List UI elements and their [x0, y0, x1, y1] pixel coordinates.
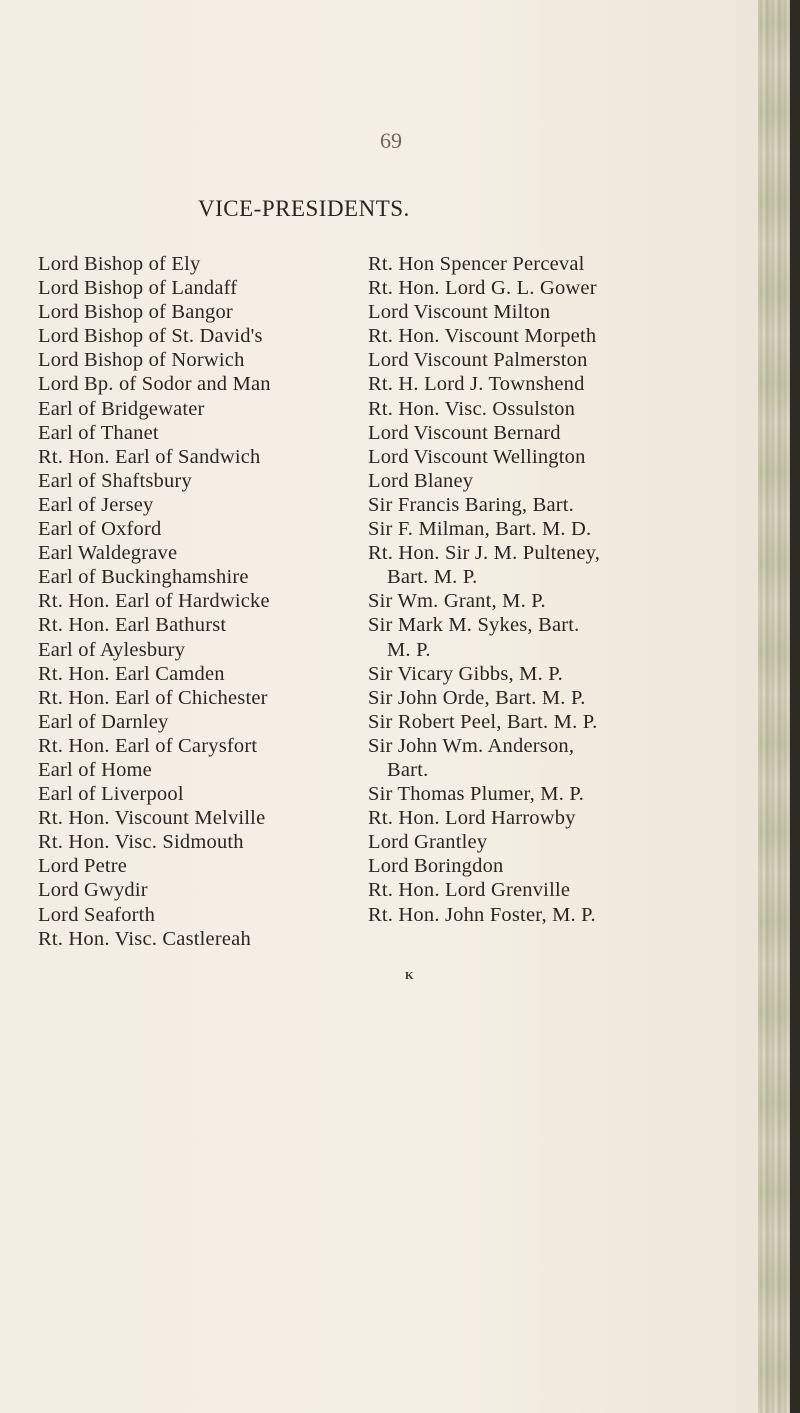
vice-president-entry: Earl of Thanet [38, 421, 159, 444]
vice-president-entry: Lord Bishop of Bangor [38, 301, 233, 324]
vice-president-entry: Earl of Darnley [38, 710, 169, 733]
vice-president-entry: Earl of Aylesbury [38, 638, 186, 661]
signature-mark: K [405, 970, 414, 982]
vice-president-entry: Lord Blaney [368, 469, 474, 492]
vice-president-entry: Rt. H. Lord J. Townshend [368, 373, 585, 396]
vice-president-entry: Lord Bishop of Ely [38, 253, 201, 275]
page-heading: VICE-PRESIDENTS. [198, 196, 410, 221]
vice-president-entry: Earl of Jersey [38, 493, 154, 516]
vice-president-entry: Lord Viscount Bernard [368, 421, 561, 444]
vice-president-entry: Rt. Hon. Sir J. M. Pulteney, [368, 542, 601, 565]
vice-president-entry: Sir Francis Baring, Bart. [368, 493, 574, 516]
left-column [38, 252, 348, 951]
vice-president-entry: Lord Gwydir [38, 879, 148, 902]
page-number: 69 [380, 128, 402, 153]
vice-president-entry: Rt. Hon. Lord G. L. Gower [368, 277, 597, 300]
vice-president-entry: Rt. Hon Spencer Perceval [368, 253, 585, 275]
vice-president-entry: Sir Vicary Gibbs, M. P. [368, 662, 563, 685]
vice-president-entry: Rt. Hon. Earl of Carysfort [38, 734, 258, 757]
right-column [368, 252, 708, 927]
vice-president-entry: Earl of Liverpool [38, 783, 184, 806]
vice-president-entry: Bart. [387, 758, 429, 781]
vice-president-entry: Sir John Orde, Bart. M. P. [368, 686, 586, 709]
vice-president-entry: Sir Wm. Grant, M. P. [368, 590, 546, 613]
vice-president-entry: Earl of Shaftsbury [38, 469, 192, 492]
binding-shadow [790, 0, 800, 1413]
vice-president-entry: Rt. Hon. Visc. Castlereah [38, 927, 251, 950]
vice-president-entry: Lord Boringdon [368, 855, 504, 878]
vice-president-entry: Rt. Hon. Viscount Morpeth [368, 325, 597, 348]
vice-president-entry: Rt. Hon. Visc. Ossulston [368, 397, 576, 420]
vice-president-entry: Rt. Hon. John Foster, M. P. [368, 903, 596, 926]
vice-president-entry: Rt. Hon. Earl of Hardwicke [38, 590, 270, 613]
vice-president-entry: Rt. Hon. Viscount Melville [38, 807, 266, 830]
vice-president-entry: Earl of Home [38, 758, 152, 781]
vice-president-entry: Sir Robert Peel, Bart. M. P. [368, 710, 598, 733]
vice-president-entry: M. P. [387, 638, 431, 661]
vice-president-entry: Lord Bp. of Sodor and Man [38, 373, 271, 396]
vice-president-entry: Sir Mark M. Sykes, Bart. [368, 614, 580, 637]
vice-president-entry: Earl of Buckinghamshire [38, 566, 249, 589]
vice-president-entry: Earl of Bridgewater [38, 397, 205, 420]
vice-president-entry: Lord Viscount Milton [368, 301, 551, 324]
vice-president-entry: Lord Viscount Palmerston [368, 349, 588, 372]
vice-president-entry: Rt. Hon. Earl of Chichester [38, 686, 268, 709]
vice-president-entry: Lord Seaforth [38, 903, 156, 926]
vice-president-entry: Earl of Oxford [38, 518, 162, 541]
vice-president-entry: Sir Thomas Plumer, M. P. [368, 783, 585, 806]
vice-president-entry: Sir John Wm. Anderson, [368, 734, 575, 757]
vice-president-entry: Rt. Hon. Lord Harrowby [368, 807, 576, 830]
vice-president-entry: Lord Bishop of Landaff [38, 277, 238, 300]
vice-president-entry: Rt. Hon. Lord Grenville [368, 879, 571, 902]
vice-president-entry: Lord Bishop of Norwich [38, 349, 245, 372]
vice-president-entry: Lord Viscount Wellington [368, 445, 586, 468]
vice-president-entry: Rt. Hon. Visc. Sidmouth [38, 831, 244, 854]
vice-president-entry: Lord Bishop of St. David's [38, 325, 263, 348]
vice-president-entry: Lord Petre [38, 855, 128, 878]
vice-president-entry: Sir F. Milman, Bart. M. D. [368, 518, 592, 541]
page-edge-strip [758, 0, 800, 1413]
vice-president-entry: Rt. Hon. Earl Bathurst [38, 614, 227, 637]
vice-president-entry: Rt. Hon. Earl Camden [38, 662, 225, 685]
vice-president-entry: Earl Waldegrave [38, 542, 178, 565]
vice-president-entry: Bart. M. P. [387, 566, 478, 589]
vice-president-entry: Rt. Hon. Earl of Sandwich [38, 445, 261, 468]
vice-president-entry: Lord Grantley [368, 831, 488, 854]
